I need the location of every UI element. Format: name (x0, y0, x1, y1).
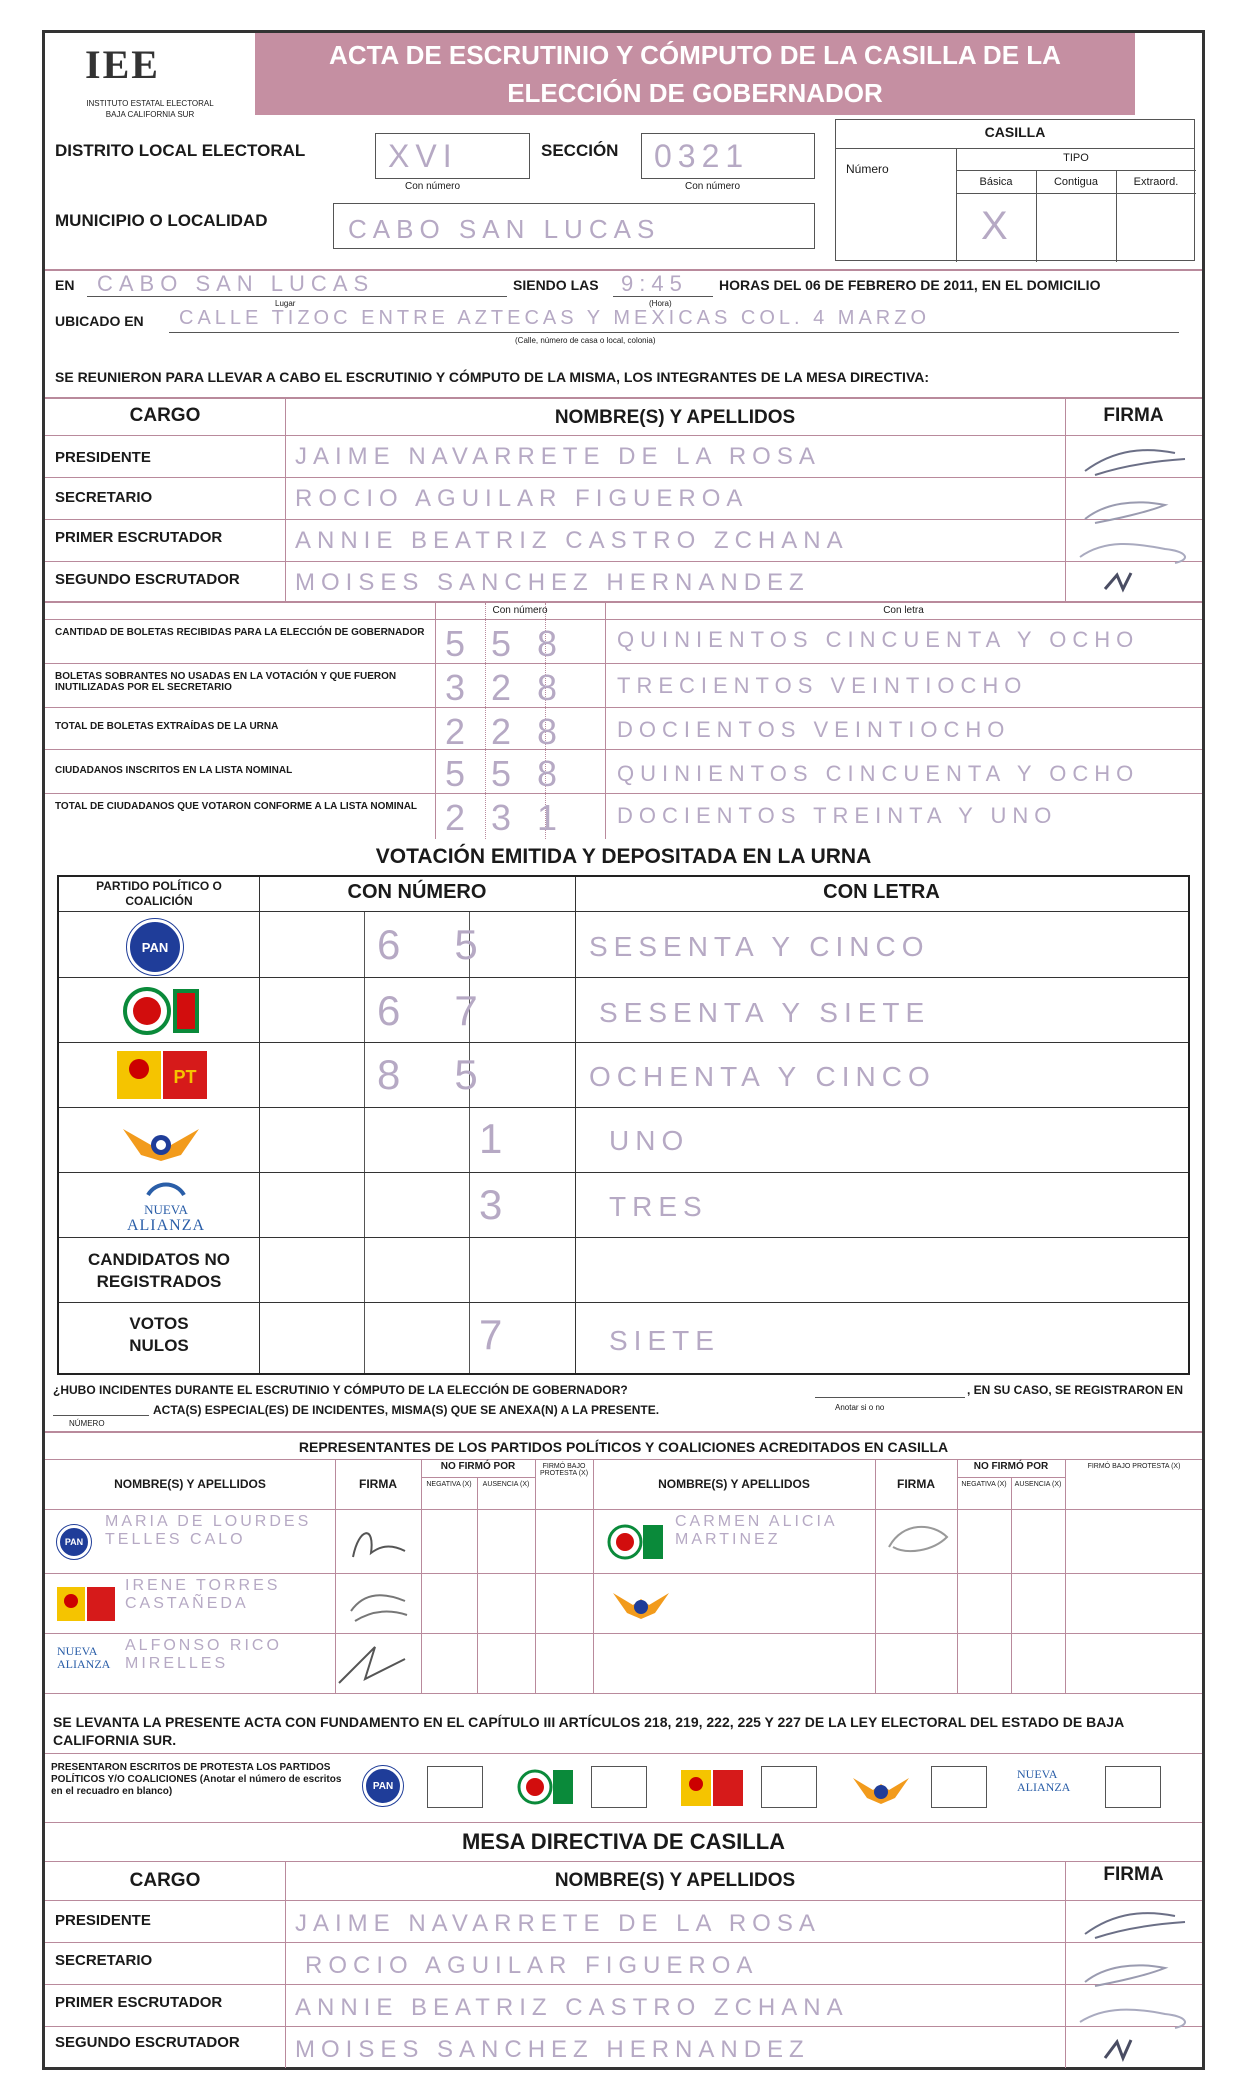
incidentes-answer-field[interactable] (815, 1397, 965, 1398)
boletas-row3-num[interactable]: 228 (445, 711, 584, 752)
boletas-row5-num[interactable]: 231 (445, 797, 584, 838)
distrito-label: DISTRITO LOCAL ELECTORAL (55, 141, 306, 160)
boletas-row3-letra[interactable]: DOCIENTOS VEINTIOCHO (617, 717, 1011, 742)
seccion-caption: Con número (685, 181, 741, 192)
protesta-prdpt-icon (681, 1768, 745, 1808)
protesta-prd-icon (515, 1766, 575, 1808)
rep-left-ausencia: AUSENCIA (X) (482, 1481, 530, 1488)
boletas-row2-num[interactable]: 328 (445, 667, 584, 708)
boletas-con-letra: Con letra (883, 605, 924, 616)
rep-right-ausencia: AUSENCIA (X) (1014, 1481, 1062, 1488)
rep-na-name[interactable]: ALFONSO RICO MIRELLES (125, 1637, 282, 1672)
seccion-label: SECCIÓN (541, 141, 619, 160)
rep-left-nombre-header: NOMBRE(S) Y APELLIDOS (114, 1477, 266, 1491)
act-title-line1: ACTA DE ESCRUTINIO Y CÓMPUTO DE LA CASILLA DE LA (329, 40, 1061, 70)
casilla-title: CASILLA (984, 124, 1046, 140)
nueva-alianza-logo: NUEVA ALIANZA (111, 1179, 221, 1235)
iee-logo: IEE (85, 42, 160, 87)
votos-nulos-num[interactable]: 7 (479, 1311, 509, 1358)
tipo-basica-mark[interactable]: X (981, 204, 1014, 248)
protesta-pan-box[interactable] (427, 1766, 483, 1808)
mesa2-cargo-segundo: SEGUNDO ESCRUTADOR (55, 2034, 240, 2051)
casilla-numero: Número (846, 162, 889, 176)
rep-pan-icon: PAN (57, 1525, 91, 1559)
boletas-row2-letra[interactable]: TRECIENTOS VEINTIOCHO (617, 673, 1028, 698)
mesa2-cargo-header: CARGO (129, 1870, 201, 1891)
lugar-caption: Lugar (275, 299, 296, 308)
rep-prdpt-name[interactable]: IRENE TORRES CASTAÑEDA (125, 1577, 281, 1612)
domicilio-caption: (Calle, número de casa o local, colonia) (515, 336, 656, 345)
votos-pan-num[interactable]: 65 (377, 921, 532, 968)
tipo-extraord: Extraord. (1133, 176, 1179, 188)
boletas-row4-label: CIUDADANOS INSCRITOS EN LA LISTA NOMINAL (55, 765, 293, 776)
votos-pan-letra[interactable]: SESENTA Y CINCO (589, 931, 930, 962)
mesa2-table (45, 1861, 1202, 2067)
representantes-table (45, 1431, 1202, 1707)
rep-left-negativa: NEGATIVA (X) (426, 1481, 472, 1488)
rep-pan-name[interactable]: MARIA DE LOURDES TELLES CALO (105, 1513, 312, 1548)
mesa1-cargo-header: CARGO (129, 405, 201, 426)
rep-na-signature (335, 1639, 415, 1691)
rep-right-negativa: NEGATIVA (X) (961, 1481, 1007, 1488)
mesa1-firma-header: FIRMA (1103, 405, 1164, 426)
casilla-box (835, 119, 1195, 261)
horas-text: HORAS DEL 06 DE FEBRERO DE 2011, EN EL DOMICILIO (719, 277, 1101, 293)
rep-pan-signature (345, 1517, 415, 1567)
lugar-field[interactable]: CABO SAN LUCAS (87, 271, 507, 297)
rep-left-nofirmo-header: NO FIRMÓ POR (440, 1461, 516, 1472)
rep-prdpt-signature (345, 1581, 415, 1631)
municipio-field[interactable]: CABO SAN LUCAS (333, 203, 815, 249)
casilla-tipo: TIPO (1063, 152, 1089, 164)
mesa2-title: MESA DIRECTIVA DE CASILLA (461, 1829, 786, 1854)
reunion-text: SE REUNIERON PARA LLEVAR A CABO EL ESCRUTINIO Y CÓMPUTO DE LA MISMA, LOS INTEGRANTES DE LA MESA DIRECTIVA: (55, 369, 930, 385)
act-title (255, 33, 1135, 115)
votos-prd-letra[interactable]: SESENTA Y SIETE (599, 997, 931, 1028)
votos-prdpt-letra[interactable]: OCHENTA Y CINCO (589, 1061, 936, 1092)
election-act-document (42, 30, 1205, 2070)
mesa2-name-segundo[interactable]: MOISES SANCHEZ HERNANDEZ (295, 2036, 810, 2063)
incidentes-question: ¿HUBO INCIDENTES DURANTE EL ESCRUTINIO Y CÓMPUTO DE LA ELECCIÓN DE GOBERNADOR? (53, 1383, 628, 1397)
prd-logo (121, 983, 201, 1039)
boletas-con-numero: Con número (492, 605, 548, 616)
representantes-title: REPRESENTANTES DE LOS PARTIDOS POLÍTICOS Y COALICIONES ACREDITADOS EN CASILLA (298, 1439, 949, 1455)
votos-nulos-letra[interactable]: SIETE (609, 1325, 720, 1356)
pan-logo: PAN (127, 919, 181, 973)
votacion-letra-header: CON LETRA (823, 881, 940, 903)
mesa1-cargo-segundo: SEGUNDO ESCRUTADOR (55, 571, 240, 588)
mesa2-nombre-header: NOMBRE(S) Y APELLIDOS (554, 1870, 796, 1891)
boletas-row4-letra[interactable]: QUINIENTOS CINCUENTA Y OCHO (617, 761, 1140, 786)
siendo-label: SIENDO LAS (513, 277, 599, 293)
institute-name: INSTITUTO ESTATAL ELECTORAL (86, 99, 214, 108)
mesa2-cargo-presidente: PRESIDENTE (55, 1912, 151, 1929)
prd-pt-logo (117, 1049, 207, 1101)
rep-right-nofirmo-header: NO FIRMÓ POR (973, 1461, 1049, 1472)
rep-right-firma-header: FIRMA (897, 1477, 935, 1491)
protesta-prdpt-box[interactable] (761, 1766, 817, 1808)
votacion-numero-header: CON NÚMERO (347, 881, 487, 903)
boletas-table (45, 601, 1202, 837)
votacion-table (57, 875, 1190, 1375)
votos-prd-num[interactable]: 67 (377, 987, 532, 1034)
rep-right-protesta: FIRMÓ BAJO PROTESTA (X) (1087, 1463, 1181, 1470)
mesa2-name-primer[interactable]: ANNIE BEATRIZ CASTRO ZCHANA (295, 1994, 849, 2021)
boletas-row5-letra[interactable]: DOCIENTOS TREINTA Y UNO (617, 803, 1058, 828)
distrito-field[interactable]: XVI (375, 133, 530, 179)
mesa1-signatures (1075, 439, 1195, 599)
votos-nulos-label: VOTOS NULOS (129, 1314, 189, 1355)
boletas-row1-num[interactable]: 558 (445, 623, 584, 664)
distrito-caption: Con número (405, 181, 461, 192)
protesta-pan-icon: PAN (363, 1766, 403, 1806)
domicilio-field[interactable]: CALLE TIZOC ENTRE AZTECAS Y MEXICAS COL. 4 MARZO (169, 307, 1179, 333)
mesa2-name-secretario[interactable]: ROCIO AGUILAR FIGUEROA (305, 1952, 759, 1979)
municipio-label: MUNICIPIO O LOCALIDAD (55, 211, 268, 230)
mesa2-cargo-secretario: SECRETARIO (55, 1952, 153, 1969)
protesta-na-box[interactable] (1105, 1766, 1161, 1808)
mesa2-cargo-primer: PRIMER ESCRUTADOR (55, 1994, 223, 2011)
mesa2-firma-header: FIRMA (1103, 1864, 1164, 1885)
rep-left-firma-header: FIRMA (359, 1477, 397, 1491)
votos-na-num[interactable]: 3 (479, 1181, 509, 1228)
rep-prd-name[interactable]: CARMEN ALICIA MARTINEZ (675, 1513, 837, 1548)
rep-eagle-icon (611, 1583, 671, 1623)
votos-prdpt-num[interactable]: 85 (377, 1051, 532, 1098)
protesta-eagle-box[interactable] (931, 1766, 987, 1808)
fundamento-text: SE LEVANTA LA PRESENTE ACTA CON FUNDAMENTO EN EL CAPÍTULO III ARTÍCULOS 218, 219, 222, 225 Y 227 DE LA LEY ELECTORAL DEL ESTADO DE BAJA CALIFORNIA SUR. (53, 1714, 1124, 1748)
boletas-row5-label: TOTAL DE CIUDADANOS QUE VOTARON CONFORME A LA LISTA NOMINAL (55, 801, 418, 812)
boletas-row2-label: BOLETAS SOBRANTES NO USADAS EN LA VOTACIÓN Y QUE FUERON INUTILIZADAS POR EL SECRETARIO (55, 671, 397, 693)
hora-caption: (Hora) (649, 299, 672, 308)
institute-state: BAJA CALIFORNIA SUR (105, 110, 195, 119)
mesa-directiva-table (45, 397, 1202, 601)
mesa1-cargo-primer: PRIMER ESCRUTADOR (55, 529, 223, 546)
protesta-prd-box[interactable] (591, 1766, 647, 1808)
mesa2-name-presidente[interactable]: JAIME NAVARRETE DE LA ROSA (295, 1910, 821, 1937)
rep-left-protesta: FIRMÓ BAJO PROTESTA (X) (539, 1463, 589, 1477)
en-label: EN (55, 277, 75, 293)
mesa1-name-secretario[interactable]: ROCIO AGUILAR FIGUEROA (295, 485, 749, 512)
tipo-basica: Básica (979, 176, 1013, 188)
candidatos-no-registrados-label: CANDIDATOS NO REGISTRADOS (88, 1250, 230, 1291)
seccion-field[interactable]: 0321 (641, 133, 815, 179)
protesta-eagle-icon (851, 1768, 911, 1808)
votacion-title: VOTACIÓN EMITIDA Y DEPOSITADA EN LA URNA (375, 845, 872, 868)
votos-eagle-num[interactable]: 1 (479, 1115, 509, 1162)
rep-na-icon: NUEVA ALIANZA (57, 1644, 111, 1671)
ubicado-label: UBICADO EN (55, 313, 144, 329)
votacion-partido-header: PARTIDO POLÍTICO O COALICIÓN (96, 879, 222, 908)
boletas-row1-letra[interactable]: QUINIENTOS CINCUENTA Y OCHO (617, 627, 1140, 652)
rep-right-nombre-header: NOMBRE(S) Y APELLIDOS (658, 1477, 810, 1491)
mesa2-signatures (1075, 1902, 1195, 2066)
rep-prd-signature (883, 1517, 953, 1567)
protesta-text: PRESENTARON ESCRITOS DE PROTESTA LOS PARTIDOS POLÍTICOS Y/O COALICIONES (Anotar el número de escritos en el recuadro en blanco) (51, 1762, 342, 1797)
protesta-na-icon: NUEVA ALIANZA (1017, 1767, 1071, 1794)
rep-prd-icon (605, 1521, 665, 1563)
boletas-row3-label: TOTAL DE BOLETAS EXTRAÍDAS DE LA URNA (55, 721, 279, 732)
mesa1-name-primer[interactable]: ANNIE BEATRIZ CASTRO ZCHANA (295, 527, 849, 554)
tipo-contigua: Contigua (1053, 176, 1099, 188)
incidentes-numero-field[interactable] (53, 1415, 149, 1416)
incidentes-anexa: ACTA(S) ESPECIAL(ES) DE INCIDENTES, MISMA(S) QUE SE ANEXA(N) A LA PRESENTE. (153, 1403, 660, 1417)
mesa1-cargo-presidente: PRESIDENTE (55, 449, 151, 466)
boletas-row1-label: CANTIDAD DE BOLETAS RECIBIDAS PARA LA ELECCIÓN DE GOBERNADOR (55, 627, 425, 638)
votos-eagle-letra[interactable]: UNO (609, 1125, 690, 1156)
eagle-party-logo (121, 1115, 201, 1167)
incidentes-numero-caption: NÚMERO (69, 1419, 105, 1428)
mesa1-cargo-secretario: SECRETARIO (55, 489, 153, 506)
protesta-row (45, 1753, 1202, 1823)
mesa1-nombre-header: NOMBRE(S) Y APELLIDOS (554, 407, 796, 428)
hora-field[interactable]: 9:45 (613, 271, 713, 297)
act-title-line2: ELECCIÓN DE GOBERNADOR (507, 78, 883, 108)
svg-text:PT: PT (173, 1067, 197, 1087)
incidentes-registraron: , EN SU CASO, SE REGISTRARON EN (967, 1383, 1184, 1397)
incidentes-anotar-caption: Anotar si o no (835, 1403, 885, 1412)
votos-na-letra[interactable]: TRES (609, 1191, 708, 1222)
mesa1-name-segundo[interactable]: MOISES SANCHEZ HERNANDEZ (295, 569, 810, 596)
boletas-row4-num[interactable]: 558 (445, 753, 584, 794)
mesa1-name-presidente[interactable]: JAIME NAVARRETE DE LA ROSA (295, 443, 821, 470)
rep-prdpt-icon (57, 1585, 117, 1625)
